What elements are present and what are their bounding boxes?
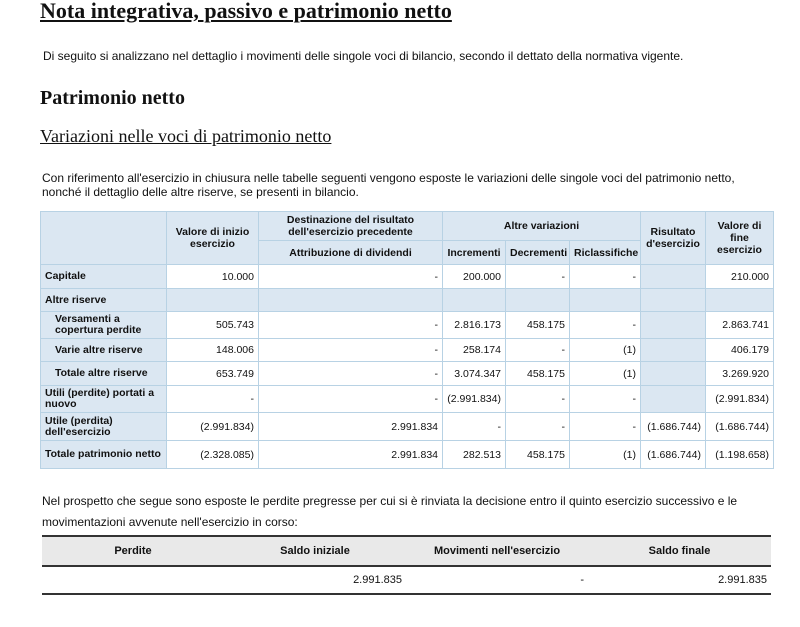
cell-riclassifiche: - [570,265,641,289]
cell-attribuzione: - [259,312,443,339]
cell-decrementi: - [506,265,570,289]
cell-saldo-finale: 2.991.835 [588,566,771,594]
header-saldo-finale: Saldo finale [588,536,771,566]
cell-decrementi: 458.175 [506,312,570,339]
cell-inizio: (2.328.085) [167,441,259,469]
header-valore-fine: Valore di fine esercizio [706,212,774,265]
cell-inizio: 505.743 [167,312,259,339]
cell-decrementi: 458.175 [506,362,570,386]
row-label: Varie altre riserve [41,339,167,362]
header-perdite: Perdite [42,536,224,566]
row-label: Utile (perdita) dell'esercizio [41,413,167,441]
header-risultato: Risultato d'esercizio [641,212,706,265]
cell-risultato [641,339,706,362]
cell-attribuzione: 2.991.834 [259,413,443,441]
cell-fine: (1.686.744) [706,413,774,441]
header-incrementi: Incrementi [443,241,506,265]
equity-table [40,211,774,469]
cell-inizio: - [167,386,259,413]
cell-attribuzione [259,289,443,312]
cell-risultato [641,386,706,413]
intro-text: Di seguito si analizzano nel dettaglio i movimenti delle singole voci di bilancio, secondo il dettato della normativa vigente. [43,49,684,63]
cell-risultato [641,289,706,312]
cell-risultato: (1.686.744) [641,441,706,469]
cell-riclassifiche: (1) [570,339,641,362]
cell-attribuzione: - [259,339,443,362]
cell-perdite [42,566,224,594]
table-row [41,441,774,469]
cell-inizio: 148.006 [167,339,259,362]
cell-decrementi: - [506,386,570,413]
table-row [41,289,774,312]
header-empty [41,212,167,265]
cell-incrementi: 258.174 [443,339,506,362]
row-label: Versamenti a copertura perdite [41,312,167,339]
cell-fine: 210.000 [706,265,774,289]
cell-incrementi: - [443,413,506,441]
section-heading: Patrimonio netto [40,87,185,109]
table-row [41,265,774,289]
header-attribuzione: Attribuzione di dividendi [259,241,443,265]
cell-decrementi: - [506,413,570,441]
losses-table [42,535,771,595]
cell-inizio: 10.000 [167,265,259,289]
table-row [41,339,774,362]
row-label: Altre riserve [41,289,167,312]
header-movimenti: Movimenti nell'esercizio [406,536,588,566]
losses-paragraph: Nel prospetto che segue sono esposte le perdite pregresse per cui si è rinviata la decisione entro il quinto esercizio successivo e le movimentazioni avvenute nell'esercizio in corso: [42,494,738,529]
intro-paragraph: Con riferimento all'esercizio in chiusura nelle tabelle seguenti vengono esposte le variazioni delle singole voci del patrimonio netto, nonché il dettaglio delle altre riserve, se presenti in bilancio. [42,171,735,199]
cell-attribuzione: - [259,386,443,413]
cell-risultato [641,362,706,386]
cell-riclassifiche: - [570,413,641,441]
table-row [41,386,774,413]
cell-decrementi: - [506,339,570,362]
header-saldo-iniziale: Saldo iniziale [224,536,406,566]
row-label: Totale altre riserve [41,362,167,386]
cell-incrementi: 282.513 [443,441,506,469]
header-decrementi: Decrementi [506,241,570,265]
cell-fine: 2.863.741 [706,312,774,339]
cell-fine [706,289,774,312]
cell-risultato [641,312,706,339]
table-row [41,362,774,386]
table-row [42,566,771,594]
cell-risultato [641,265,706,289]
cell-movimenti: - [406,566,588,594]
cell-inizio: 653.749 [167,362,259,386]
cell-riclassifiche: (1) [570,362,641,386]
subsection-heading: Variazioni nelle voci di patrimonio netto [40,126,332,146]
cell-riclassifiche: - [570,386,641,413]
cell-saldo-iniziale: 2.991.835 [224,566,406,594]
cell-incrementi: 200.000 [443,265,506,289]
cell-inizio [167,289,259,312]
cell-decrementi [506,289,570,312]
cell-fine: (2.991.834) [706,386,774,413]
cell-attribuzione: 2.991.834 [259,441,443,469]
header-altre-variazioni: Altre variazioni [443,212,641,241]
header-riclassifiche: Riclassifiche [570,241,641,265]
row-label: Totale patrimonio netto [41,441,167,469]
page-title: Nota integrativa, passivo e patrimonio netto [40,0,452,23]
cell-attribuzione: - [259,265,443,289]
cell-fine: (1.198.658) [706,441,774,469]
header-valore-inizio: Valore di inizio esercizio [167,212,259,265]
row-label: Utili (perdite) portati a nuovo [41,386,167,413]
cell-inizio: (2.991.834) [167,413,259,441]
header-destinazione: Destinazione del risultato dell'esercizio precedente [259,212,443,241]
cell-riclassifiche [570,289,641,312]
cell-fine: 3.269.920 [706,362,774,386]
cell-risultato: (1.686.744) [641,413,706,441]
row-label: Capitale [41,265,167,289]
cell-riclassifiche: - [570,312,641,339]
cell-decrementi: 458.175 [506,441,570,469]
cell-incrementi: 3.074.347 [443,362,506,386]
cell-incrementi: (2.991.834) [443,386,506,413]
cell-fine: 406.179 [706,339,774,362]
cell-incrementi [443,289,506,312]
cell-incrementi: 2.816.173 [443,312,506,339]
cell-attribuzione: - [259,362,443,386]
table-row [41,312,774,339]
table-row [41,413,774,441]
cell-riclassifiche: (1) [570,441,641,469]
